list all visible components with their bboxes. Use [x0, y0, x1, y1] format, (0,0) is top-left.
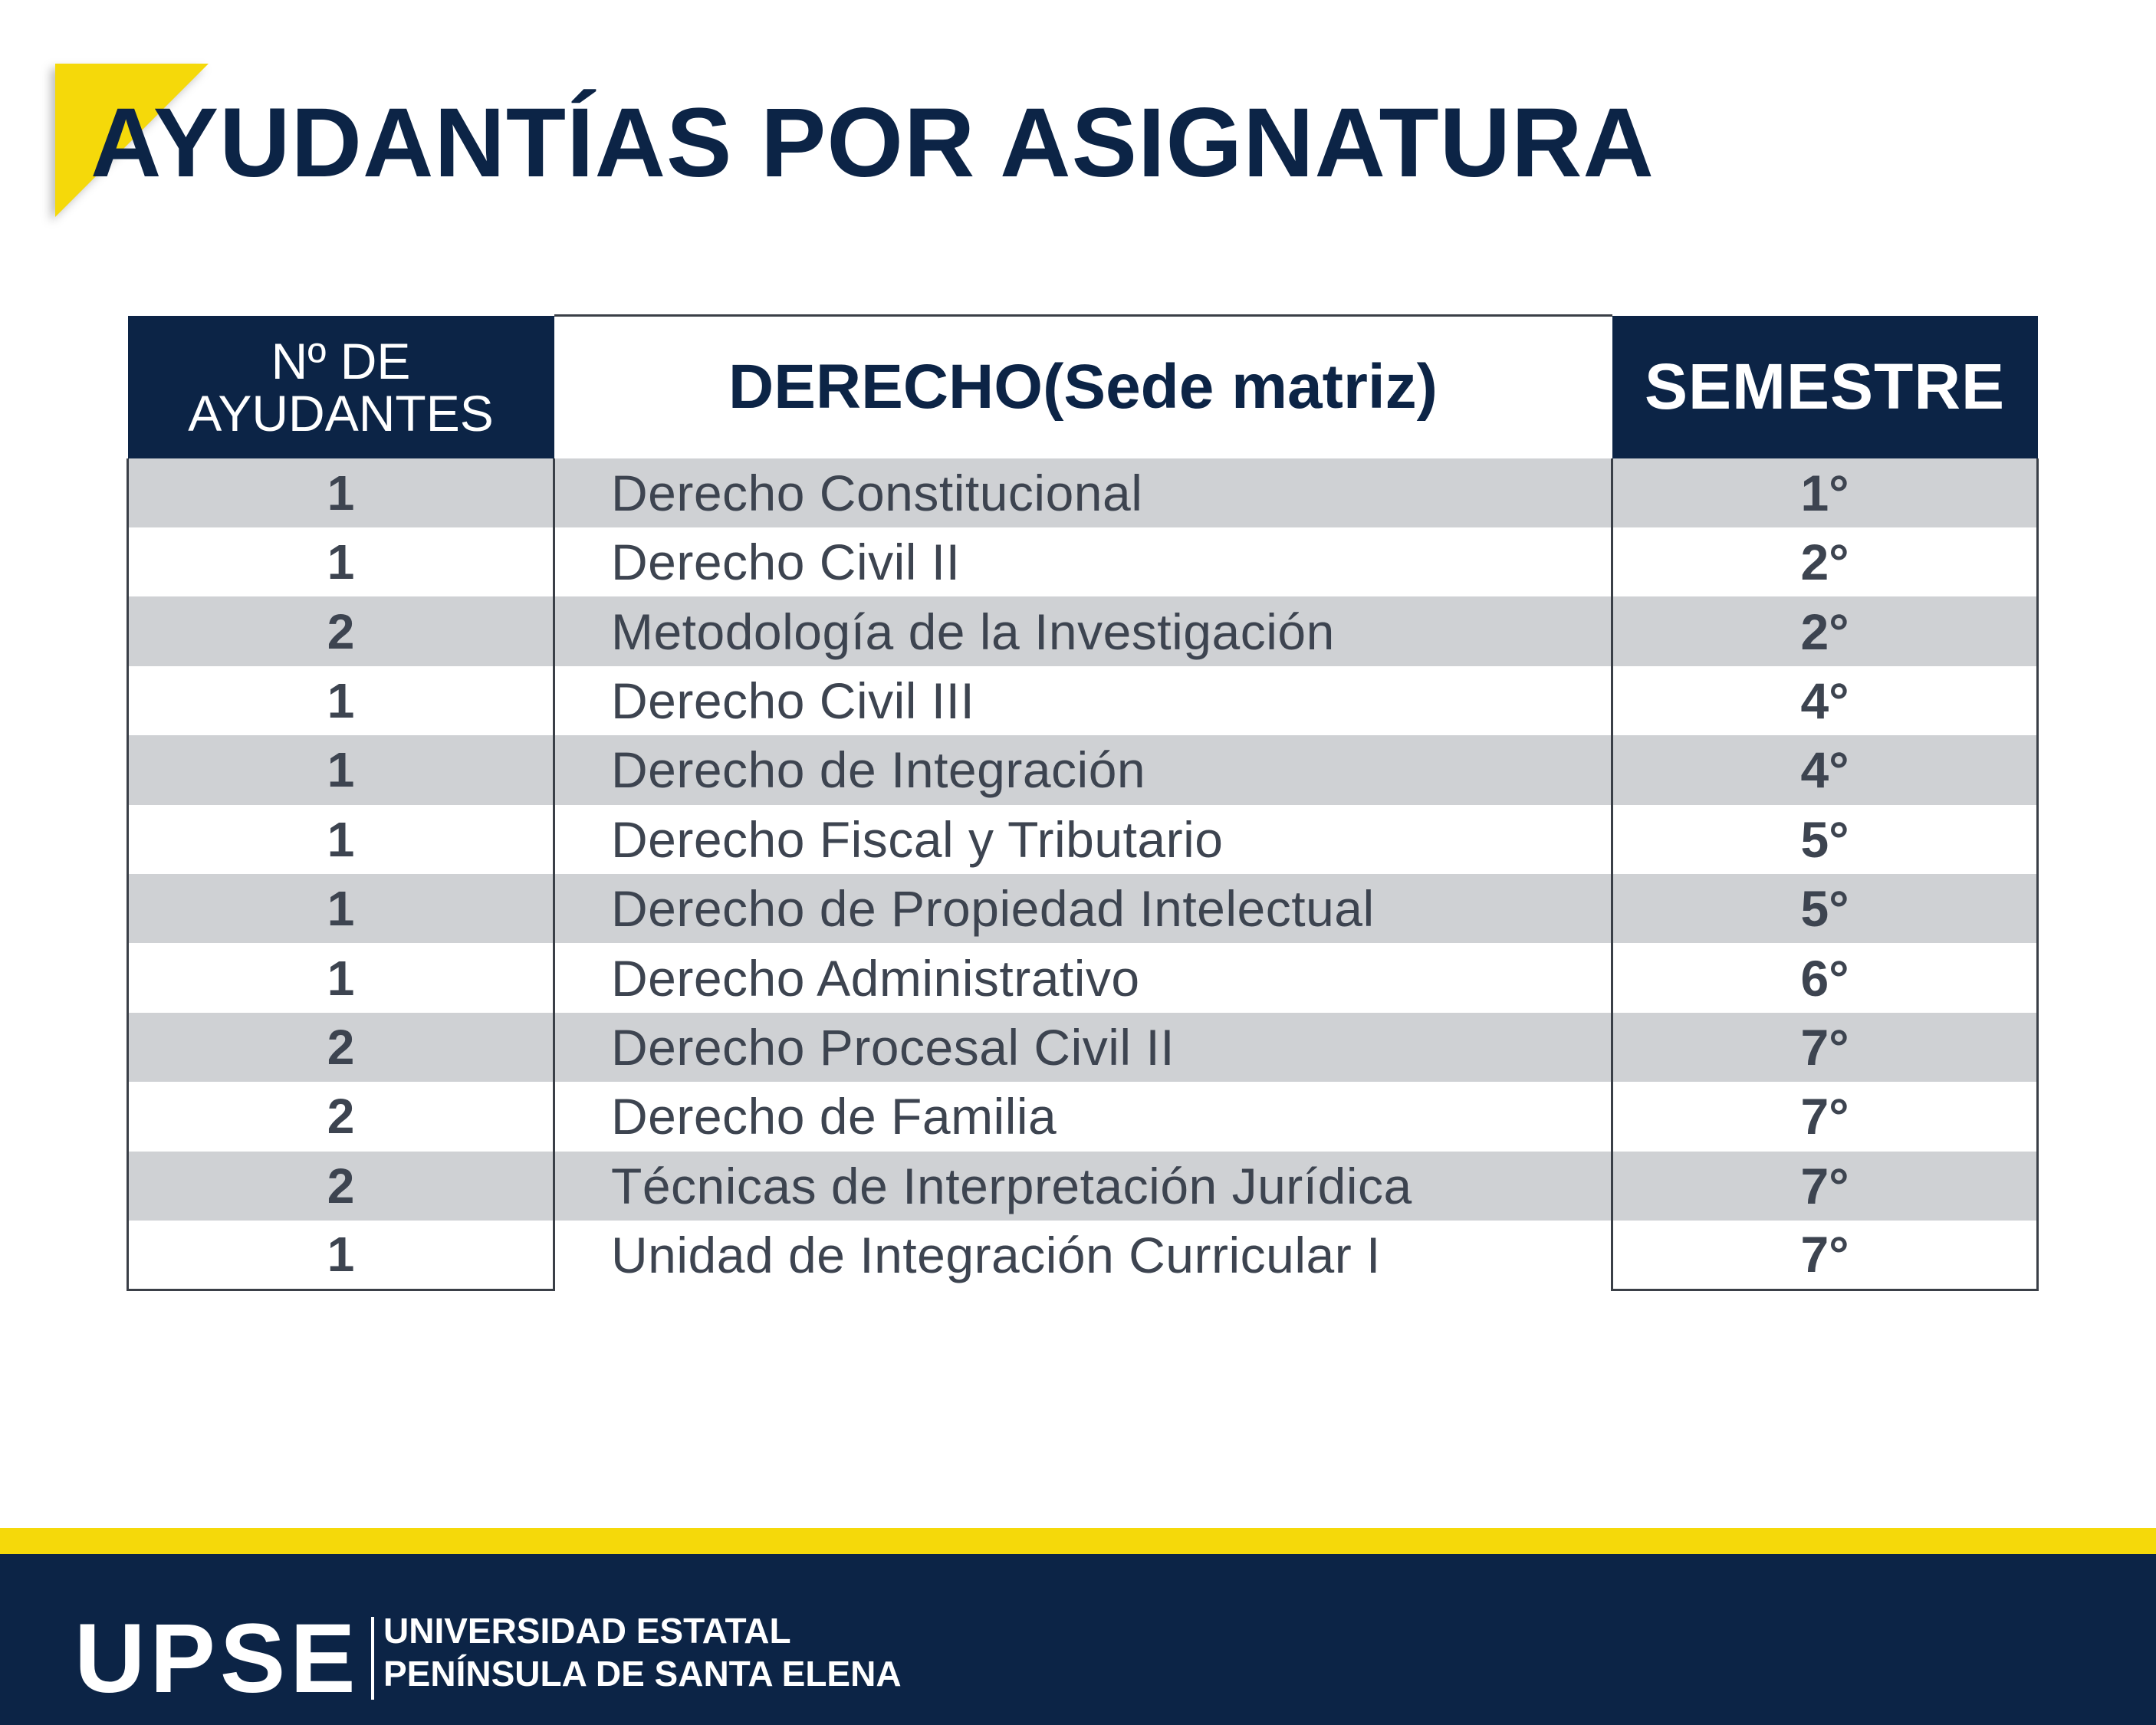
footer-bar [0, 1554, 2156, 1725]
cell-semester: 7° [1612, 1152, 2038, 1221]
cell-assistants-count: 2 [128, 1152, 554, 1221]
cell-semester: 5° [1612, 805, 2038, 874]
header-assistants-count [128, 316, 554, 458]
table-row [128, 596, 2038, 665]
cell-subject: Derecho Constitucional [554, 458, 1612, 527]
cell-assistants-count: 2 [128, 1082, 554, 1151]
cell-subject: Derecho Administrativo [611, 949, 1140, 1007]
cell-semester: 2° [1612, 527, 2038, 596]
cell-assistants-count: 1 [128, 735, 554, 804]
university-name-line1: UNIVERSIDAD ESTATAL [383, 1611, 791, 1651]
cell-assistants-count: 1 [128, 943, 554, 1012]
table-row [128, 943, 2038, 1012]
cell-semester: 7° [1612, 1082, 2038, 1151]
cell-assistants-count: 1 [128, 527, 554, 596]
cell-assistants-count: 1 [128, 1221, 554, 1290]
table-row [128, 1013, 2038, 1082]
cell-assistants-count: 1 [128, 874, 554, 943]
table-row [128, 666, 2038, 735]
cell-assistants-count: 1 [128, 805, 554, 874]
table-row [128, 805, 2038, 874]
header-subject-bold: DERECHO [728, 352, 1043, 422]
table-row [128, 1082, 2038, 1151]
table-row [128, 527, 2038, 596]
subjects-table [127, 314, 2039, 1291]
header-subject-normal: (Sede matriz) [1043, 352, 1438, 422]
cell-semester: 4° [1612, 666, 2038, 735]
cell-semester: 1° [1612, 458, 2038, 527]
cell-subject: Metodología de la Investigación [554, 596, 1612, 665]
cell-subject: Derecho Fiscal y Tributario [611, 810, 1224, 868]
cell-semester: 7° [1612, 1013, 2038, 1082]
cell-assistants-count: 2 [128, 596, 554, 665]
cell-semester: 2° [1612, 596, 2038, 665]
cell-subject: Derecho Civil II [611, 534, 961, 591]
cell-subject: Unidad de Integración Curricular I [611, 1227, 1381, 1284]
university-name [383, 1609, 902, 1695]
table-row [128, 1152, 2038, 1221]
cell-semester: 4° [1612, 735, 2038, 804]
table-row [128, 1221, 2038, 1290]
upse-logo: UPSE [74, 1604, 360, 1714]
header-count-line1: Nº DE [271, 332, 411, 389]
header-count-line2: AYUDANTES [188, 384, 494, 442]
cell-semester: 7° [1612, 1221, 2038, 1290]
cell-assistants-count: 1 [128, 458, 554, 527]
cell-assistants-count: 1 [128, 666, 554, 735]
table-row [128, 735, 2038, 804]
table-row [128, 874, 2038, 943]
university-name-line2: PENÍNSULA DE SANTA ELENA [383, 1654, 902, 1694]
cell-subject: Derecho de Propiedad Intelectual [554, 874, 1612, 943]
cell-semester: 5° [1612, 874, 2038, 943]
cell-assistants-count: 2 [128, 1013, 554, 1082]
footer-yellow-stripe [0, 1528, 2156, 1554]
header-semester: SEMESTRE [1612, 316, 2038, 458]
cell-subject: Derecho Procesal Civil II [554, 1013, 1612, 1082]
table-row [128, 458, 2038, 527]
footer-divider [371, 1617, 374, 1700]
cell-semester: 6° [1612, 943, 2038, 1012]
cell-subject: Derecho de Familia [611, 1088, 1057, 1145]
cell-subject: Derecho de Integración [554, 735, 1612, 804]
page-title: AYUDANTÍAS POR ASIGNATURA [90, 88, 1655, 198]
cell-subject: Técnicas de Interpretación Jurídica [554, 1152, 1612, 1221]
cell-subject: Derecho Civil III [611, 672, 975, 729]
header-subject [554, 316, 1612, 458]
table-header-row [128, 316, 2038, 458]
